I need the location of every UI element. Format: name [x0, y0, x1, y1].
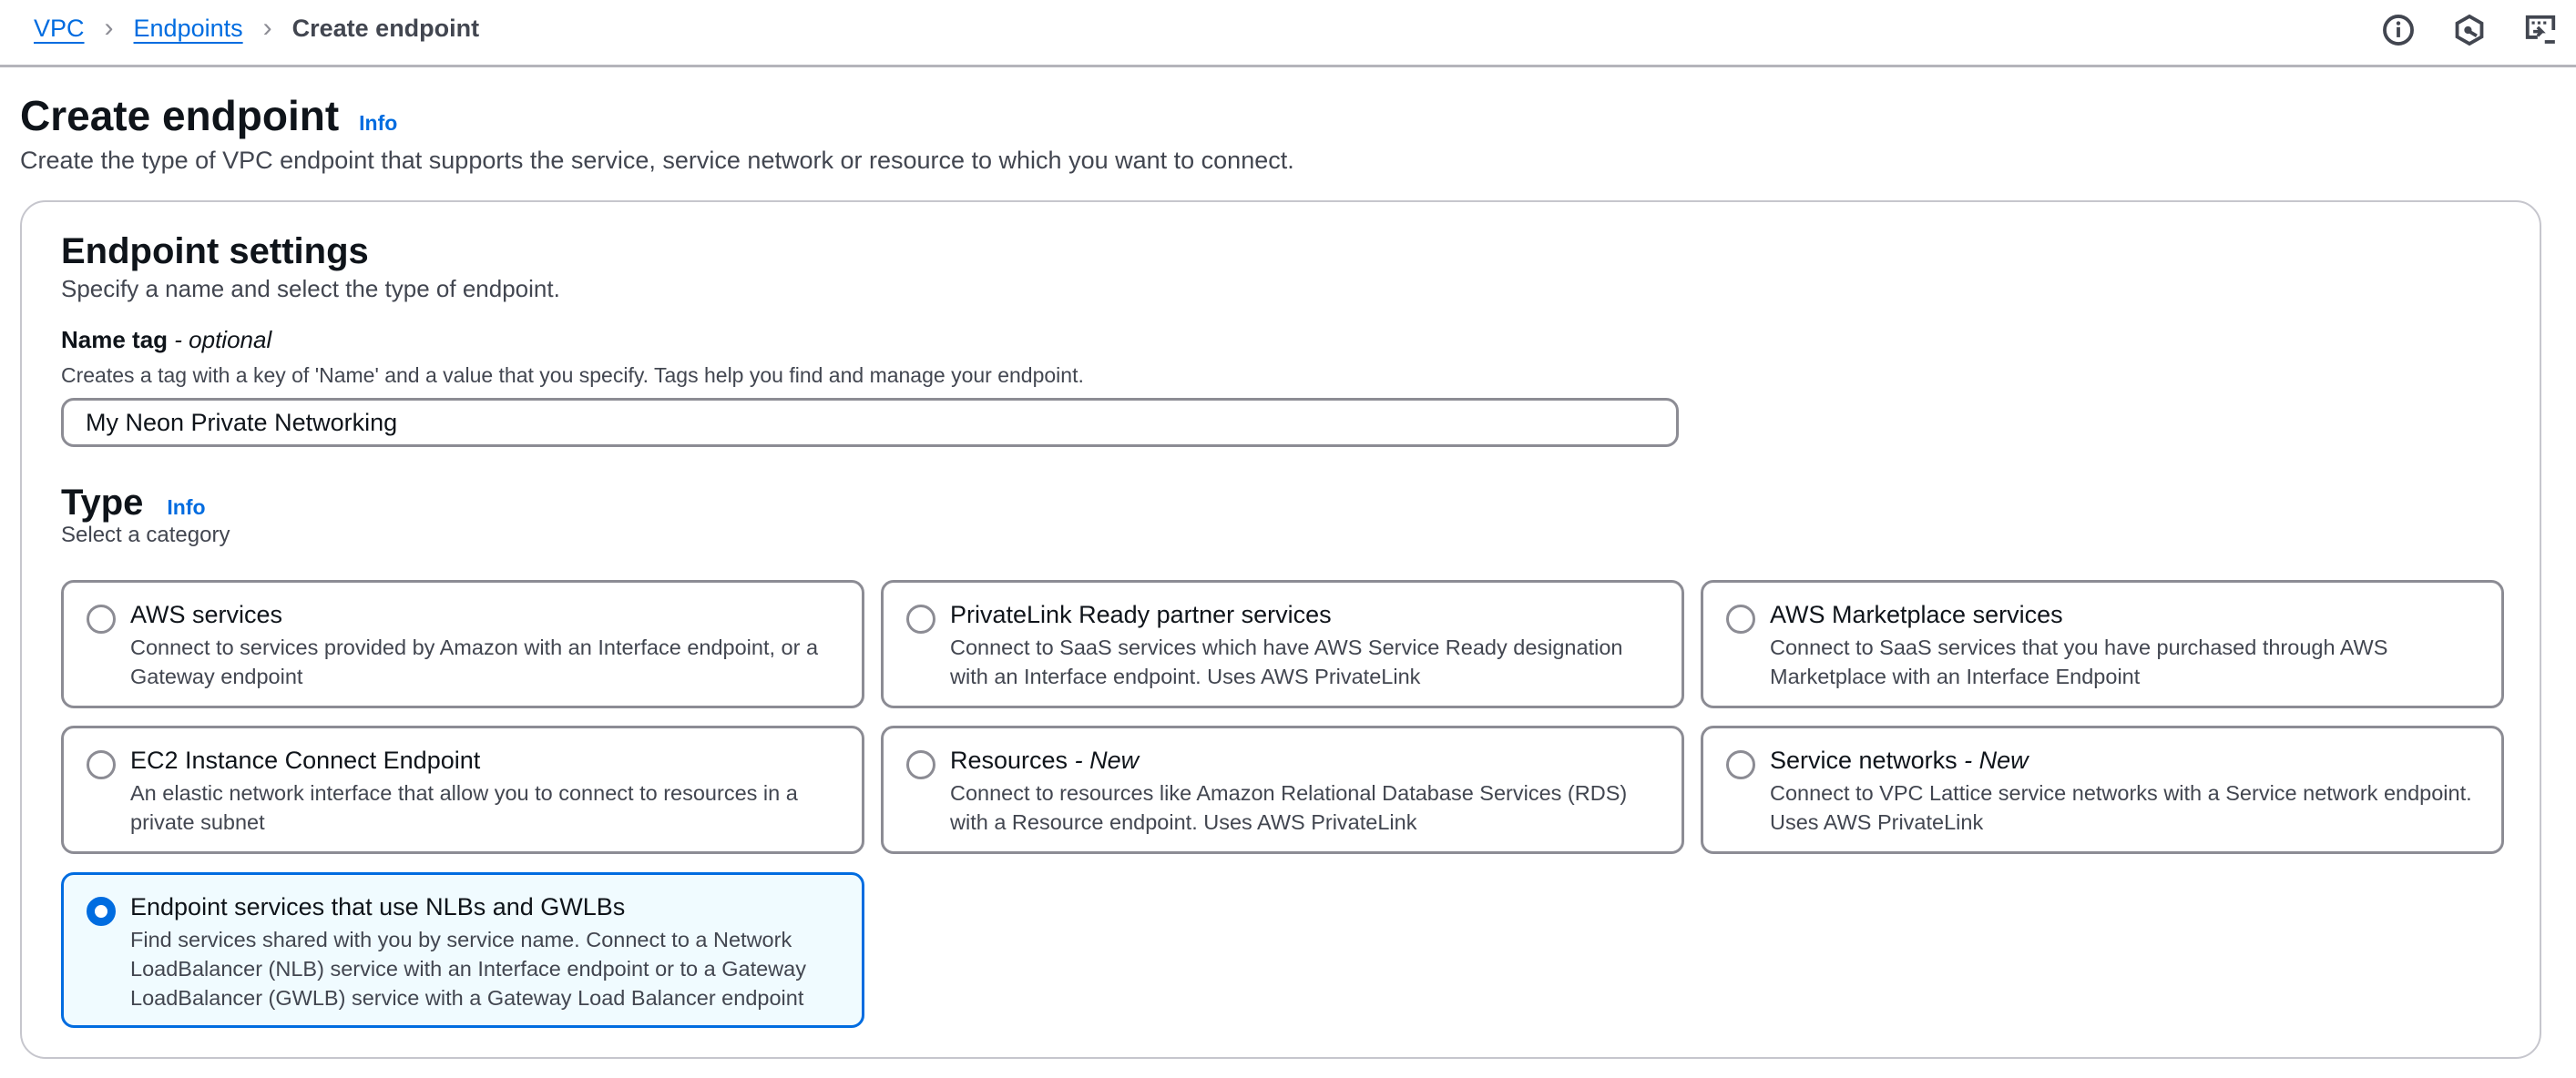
type-subtitle: Select a category — [61, 523, 230, 547]
option-title-text: Service networks — [1770, 747, 1958, 774]
option-title-text: AWS Marketplace services — [1770, 601, 2063, 628]
section-subtitle: Specify a name and select the type of endpoint. — [61, 275, 560, 302]
option-title-text: PrivateLink Ready partner services — [950, 601, 1332, 628]
option-description: Connect to SaaS services that you have purchased through AWS Marketplace with an Interface Endpoint — [1770, 636, 2388, 688]
console-terminal-icon[interactable] — [2523, 13, 2558, 47]
page-title-text: Create endpoint — [20, 92, 340, 139]
option-description: Find services shared with you by service name. Connect to a Network LoadBalancer (NLB) service with an Interface endpoint or to a Gateway LoadBalancer (GWLB) service with a Gateway Load Balancer endpoint — [130, 928, 806, 1010]
breadcrumb-vpc[interactable]: VPC — [34, 14, 85, 42]
radio-button[interactable] — [87, 605, 116, 634]
option-title-text: Resources — [950, 747, 1068, 774]
option-title — [1770, 601, 2479, 629]
name-tag-input[interactable] — [61, 398, 1679, 447]
radio-button[interactable] — [1726, 605, 1755, 634]
cloudshell-hexagon-icon[interactable] — [2452, 13, 2487, 47]
type-option-card[interactable] — [61, 580, 864, 708]
option-title-text: Endpoint services that use NLBs and GWLBs — [130, 893, 626, 920]
page-title — [20, 91, 397, 140]
option-title — [130, 601, 840, 629]
breadcrumb-current: Create endpoint — [291, 14, 480, 42]
page-info-link[interactable]: Info — [359, 111, 398, 135]
type-label: Type — [61, 483, 144, 523]
type-option-card[interactable] — [61, 726, 864, 854]
new-tag: - New — [1074, 747, 1140, 774]
radio-button[interactable] — [1726, 750, 1755, 779]
radio-button[interactable] — [87, 750, 116, 779]
breadcrumb — [34, 13, 479, 44]
type-option-card[interactable] — [881, 580, 1684, 708]
chevron-right-icon: › — [104, 13, 114, 43]
option-description: An elastic network interface that allow you to connect to resources in a private subnet — [130, 781, 798, 834]
info-icon[interactable] — [2381, 13, 2416, 47]
option-title — [130, 747, 840, 775]
type-info-link[interactable]: Info — [167, 495, 206, 519]
option-description: Connect to resources like Amazon Relational Database Services (RDS) with a Resource endpoint. Uses AWS PrivateLink — [950, 781, 1628, 834]
option-description: Connect to VPC Lattice service networks with a Service network endpoint. Uses AWS PrivateLink — [1770, 781, 2472, 834]
new-tag: - New — [1964, 747, 2029, 774]
breadcrumb-endpoints[interactable]: Endpoints — [133, 14, 243, 42]
name-tag-label-text: Name tag — [61, 326, 169, 353]
radio-button[interactable] — [87, 897, 116, 926]
option-title — [950, 601, 1660, 629]
radio-button[interactable] — [906, 605, 935, 634]
option-description: Connect to services provided by Amazon with an Interface endpoint, or a Gateway endpoint — [130, 636, 819, 688]
section-title: Endpoint settings — [61, 231, 369, 271]
name-tag-help: Creates a tag with a key of 'Name' and a value that you specify. Tags help you find and manage your endpoint. — [61, 363, 1084, 387]
option-title — [1770, 747, 2479, 775]
type-option-card[interactable] — [881, 726, 1684, 854]
option-title-text: EC2 Instance Connect Endpoint — [130, 747, 481, 774]
radio-button[interactable] — [906, 750, 935, 779]
optional-label: - optional — [174, 326, 272, 353]
endpoint-settings-panel — [20, 200, 2541, 1059]
type-option-card[interactable] — [1701, 580, 2504, 708]
option-title-text: AWS services — [130, 601, 283, 628]
page-description: Create the type of VPC endpoint that supports the service, service network or resource to which you want to connect. — [20, 147, 1294, 174]
chevron-right-icon: › — [262, 13, 272, 43]
option-title — [130, 893, 840, 921]
option-description: Connect to SaaS services which have AWS Service Ready designation with an Interface endpoint. Uses AWS PrivateLink — [950, 636, 1623, 688]
type-heading — [61, 483, 206, 524]
option-title — [950, 747, 1660, 775]
name-tag-label — [61, 326, 271, 354]
type-option-card[interactable] — [1701, 726, 2504, 854]
type-option-card[interactable] — [61, 872, 864, 1028]
top-bar — [0, 0, 2576, 67]
